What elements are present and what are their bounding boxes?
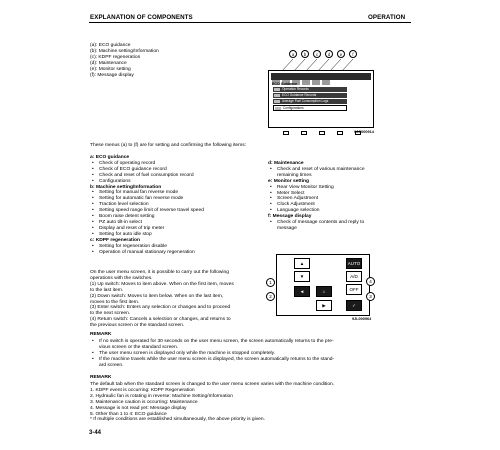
check-switch[interactable] (346, 300, 362, 311)
operation-line: the previous screen or the standard screen. (90, 323, 185, 329)
section-item: • Check of operating record (90, 161, 204, 167)
monitor-screen-title: ECO Guidance (272, 82, 298, 86)
monitor-figure-code: 9JG000914 (354, 130, 374, 134)
remark-1-body (90, 339, 334, 369)
section-item: • Setting for regeneration disable (90, 244, 204, 250)
monitor-menu-row: ECO Guidance Records (273, 93, 347, 98)
monitor-menu-row: Average Fuel Consumption Logs (273, 99, 347, 104)
return-switch[interactable]: ◄ (294, 286, 310, 297)
function-key-icon (283, 131, 289, 135)
section-item: • Boom raise detent setting (90, 214, 204, 220)
operation-line: (2) Down switch: Moves to item below. When on the last item, (90, 293, 224, 299)
monitor-tab-bar (271, 73, 371, 80)
function-key-icon (301, 131, 307, 135)
callout-leaders (268, 58, 374, 70)
callout-b: b (301, 50, 309, 58)
function-key-icon (319, 131, 325, 135)
section-item: • Language selection (268, 208, 365, 214)
tab-maintenance-icon (302, 80, 310, 85)
callout-4: 4 (366, 277, 375, 286)
header-rule (89, 22, 411, 23)
intro-item: (e): Monitor setting (90, 66, 131, 72)
operation-line: moves to the first item. (90, 299, 140, 305)
section-heading: f: Message display (268, 214, 312, 220)
operation-line: operations with the switches. (90, 275, 153, 281)
operation-text (90, 270, 234, 329)
remark-2-line: The default tab when the standard screen is changed to the user menu screen varies with the machine condition. (90, 382, 335, 387)
down-switch[interactable]: ▼ (294, 271, 310, 282)
section-item: • Display and reset of trip meter (90, 226, 204, 232)
off-switch[interactable]: OFF (346, 284, 362, 295)
callout-d: d (325, 50, 333, 58)
section-item: • Setting for auto idle stop (90, 232, 204, 238)
remark-2-line: * If multiple conditions are established simultaneously, the above priority is given. (90, 417, 265, 423)
operation-line: to the last item. (90, 287, 124, 293)
section-item: • Check and reset of various maintenance (268, 167, 365, 173)
section-item: • Check of message contents and reply to (268, 220, 365, 226)
header-section-title: EXPLANATION OF COMPONENTS (90, 14, 193, 21)
home-icon: ⌂ (322, 289, 326, 294)
section-item: • Operation of manual stationary regeneration (90, 250, 204, 256)
check-icon: ✓ (352, 303, 356, 308)
remark-1-line: ard screen. (99, 362, 124, 368)
monitor-function-keys (271, 122, 371, 126)
ad-switch[interactable]: A/D (346, 271, 362, 282)
remark-2-line: 1. KDPF event is occurring: KDPF Regeneration (90, 387, 195, 393)
operation-line: to the next screen. (90, 311, 131, 317)
function-key-icon (337, 131, 343, 135)
intro-item: (a): ECO guidance (90, 43, 131, 48)
remark-1-title: REMARK (90, 332, 112, 337)
intro-item: (b): Machine setting/Information (90, 48, 159, 54)
left-column (90, 155, 204, 255)
section-item: • Traction level selection (90, 202, 204, 208)
callout-3: 3 (366, 292, 375, 301)
tab-monitor-icon (312, 80, 320, 85)
intro-item: (d): Maintenance (90, 60, 127, 66)
monitor-figure (268, 50, 374, 138)
auto-switch[interactable]: AUTO (346, 258, 362, 269)
home-switch[interactable] (316, 286, 332, 297)
lead-text: These menus (a) to (f) are for setting and confirming the following items: (90, 143, 247, 148)
section-item: • Setting for manual fan reverse mode (90, 190, 204, 196)
right-column (268, 161, 365, 232)
remark-2-line: 2. Hydraulic fan is rotating in reverse: Machine Setting/Information (90, 393, 233, 399)
monitor-screen (268, 70, 374, 128)
operation-line: (3) Enter switch: Enters any selection or changes and to proceed (90, 305, 231, 311)
section-item: • Setting for automatic fan reverse mode (90, 196, 204, 202)
remark-1-line: • The user menu screen is displayed only while the machine is stopped completely. (90, 351, 334, 357)
section-heading: a: ECO guidance (90, 155, 130, 160)
callout-2: 2 (266, 292, 275, 301)
section-item: • Rear View Monitor Setting (268, 185, 365, 191)
remark-2-line: 5. Other than 1 to 4: ECO guidance (90, 411, 167, 417)
section-item: • Check and reset of fuel consumption record (90, 173, 204, 179)
monitor-menu-row: Operation Records (273, 87, 347, 92)
intro-item: (f): Message display (90, 72, 134, 78)
section-heading: b: Machine setting/Information (90, 184, 162, 190)
remark-1-line: vious screen or the standard screen. (99, 344, 179, 350)
section-item: • Meter Select (268, 191, 365, 197)
section-item: • Check of ECO guidance record (90, 167, 204, 173)
remark-2-line: 4. Message is not read yet: Message display (90, 405, 187, 411)
section-item: remaining times (277, 172, 312, 178)
callout-c: c (313, 50, 321, 58)
section-item: message (277, 225, 297, 231)
intro-list (90, 43, 159, 78)
section-item: • Setting speed range limit of reverse travel speed (90, 208, 204, 214)
remark-2-line: 3. Maintenance caution is occurring: Maintenance (90, 399, 198, 405)
header-chapter-title: OPERATION (368, 14, 406, 21)
callout-a: a (289, 50, 297, 58)
remark-1-line: • If no switch is operated for 30 seconds on the user menu screen, the screen automatically returns to the pre- (90, 339, 334, 345)
section-item: • Clock Adjustment (268, 202, 365, 208)
monitor-menu (273, 87, 347, 112)
section-item: • Configurations (90, 179, 204, 185)
section-heading: e: Monitor setting (268, 178, 310, 184)
enter-switch[interactable]: ▶ (316, 300, 332, 311)
tab-message-icon (322, 80, 330, 85)
up-switch[interactable]: ▲ (294, 258, 310, 269)
callout-1: 1 (266, 278, 275, 287)
keypad-figure-code: 9JL000964 (352, 317, 372, 321)
section-item: • PZ auto tilt-in select (90, 220, 204, 226)
operation-line: On the user menu screen, it is possible to carry out the following (90, 270, 229, 275)
page-number: 3-44 (89, 430, 102, 436)
section-heading: c: KDPF regeneration (90, 237, 141, 243)
keypad-figure (264, 252, 376, 322)
section-heading: d: Maintenance (268, 161, 304, 166)
operation-line: (4) Return switch: Cancels a selection or changes, and returns to (90, 317, 231, 323)
section-item: • Screen Adjustment (268, 196, 365, 202)
operation-line: (1) Up switch: Moves to item above. When on the first item, moves (90, 281, 234, 287)
callout-f: f (349, 50, 357, 58)
remark-2-title: REMARK (90, 375, 112, 380)
remark-2-body (90, 382, 334, 423)
remark-1-line: • If the machine travels while the user menu screen is displayed, the screen automatically returns to the stand- (90, 357, 334, 363)
monitor-menu-row: Configurations (273, 105, 347, 111)
intro-item: (c): KDPF regeneration (90, 54, 141, 60)
callout-e: e (337, 50, 345, 58)
